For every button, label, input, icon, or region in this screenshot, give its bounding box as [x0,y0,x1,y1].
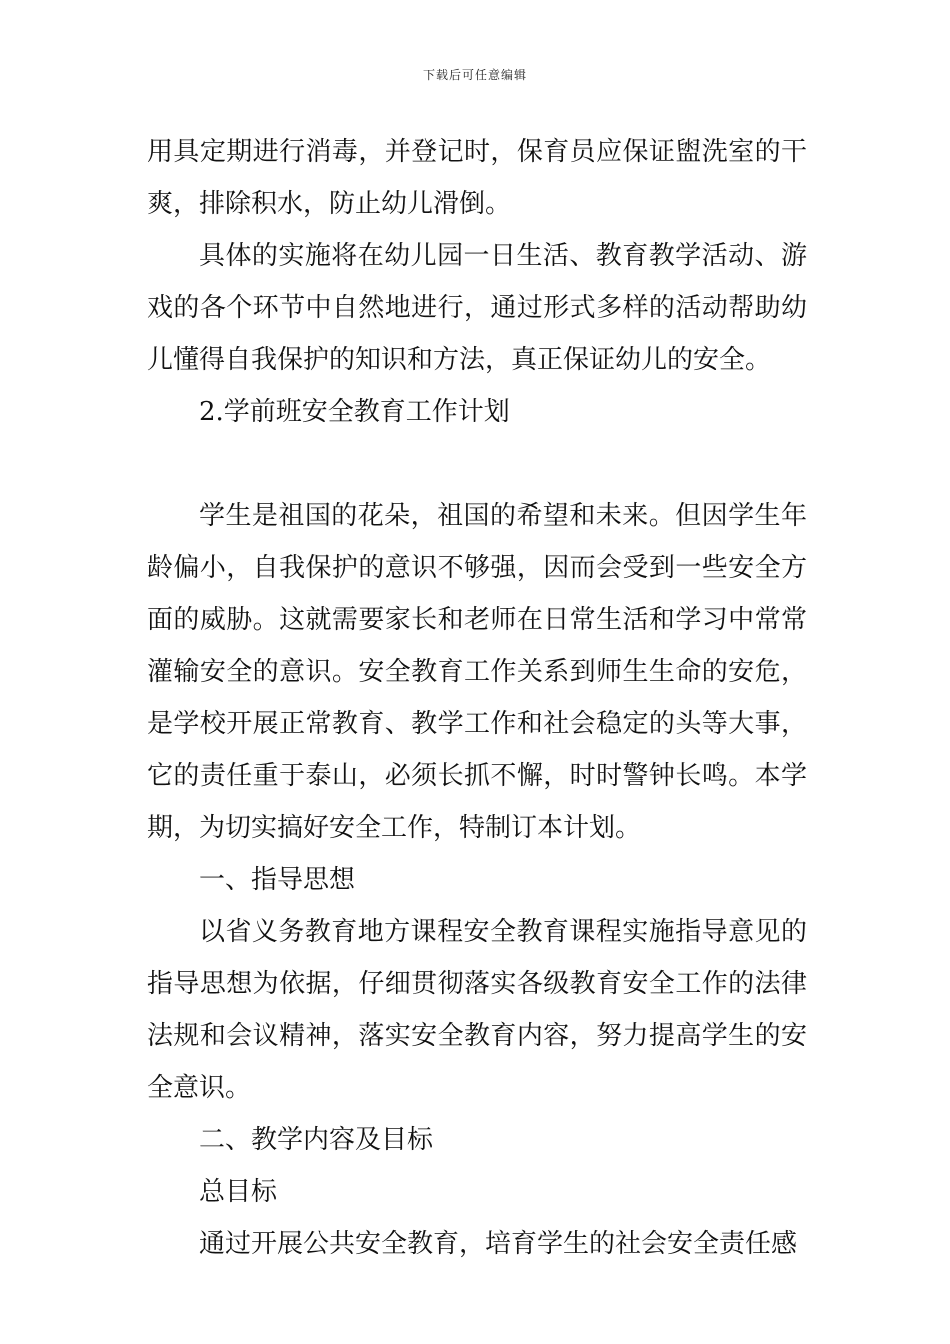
heading-content-and-goals: 二、教学内容及目标 [199,1125,434,1155]
paragraph-guiding-ideology: 以省义务教育地方课程安全教育课程实施指导意见的指导思想为依据，仔细贯彻落实各级教育安全工作的法律法规和会议精神，落实安全教育内容，努力提高学生的安全意识。 [147,917,807,1103]
blank-line [147,438,807,490]
document-body [147,126,807,1270]
paragraph-introduction: 学生是祖国的花朵，祖国的希望和未来。但因学生年龄偏小，自我保护的意识不够强，因而会受到一些安全方面的威胁。这就需要家长和老师在日常生活和学习中常常灌输安全的意识。安全教育工作关系到师生生命的安危，是学校开展正常教育、教学工作和社会稳定的头等大事，它的责任重于泰山，必须长抓不懈，时时警钟长鸣。本学期，为切实搞好安全工作，特制订本计划。 [147,501,807,843]
paragraph-disinfection: 用具定期进行消毒，并登记时，保育员应保证盥洗室的干爽，排除积水，防止幼儿滑倒。 [147,137,807,219]
page-header-note: 下载后可任意编辑 [422,68,527,82]
section-title: 2.学前班安全教育工作计划 [199,397,510,427]
paragraph-implementation: 具体的实施将在幼儿园一日生活、教育教学活动、游戏的各个环节中自然地进行，通过形式多样的活动帮助幼儿懂得自我保护的知识和方法，真正保证幼儿的安全。 [147,241,807,375]
heading-guiding-ideology: 一、指导思想 [199,865,356,895]
subheading-overall-goal: 总目标 [199,1177,278,1207]
paragraph-overall-goal: 通过开展公共安全教育，培育学生的社会安全责任感 [199,1229,798,1259]
